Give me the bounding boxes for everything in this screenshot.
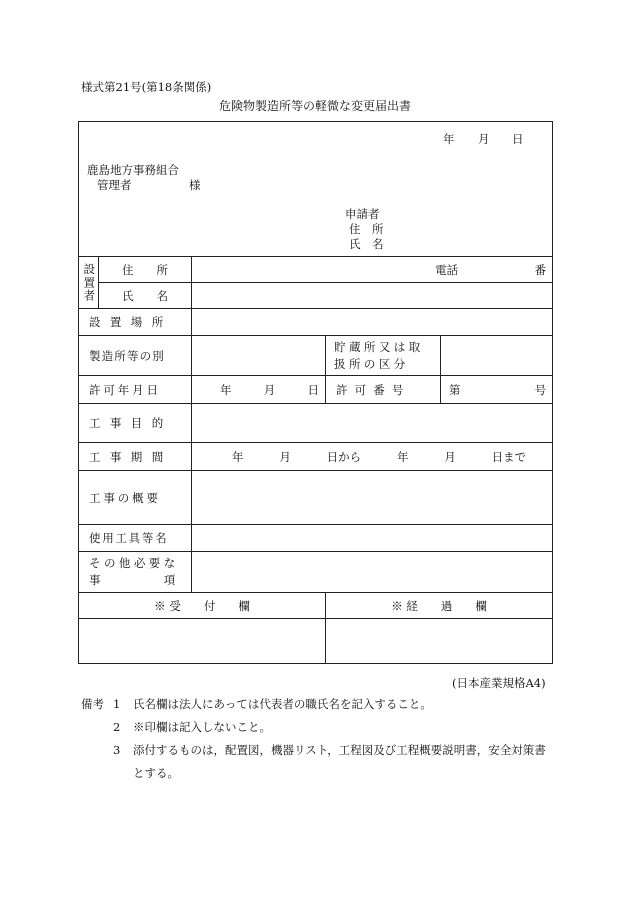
remark-item [81,762,546,785]
installer-address-label: 住 所 [99,257,192,283]
permit-date-month: 月 [263,382,276,397]
remark-text: 氏名欄は法人にあっては代表者の職氏名を記入すること。 [133,697,432,711]
remarks-section [81,693,546,785]
period-label: 工 事 期 間 [79,443,192,471]
other-label: その他必要な事 項 [79,552,192,593]
document-title: 危険物製造所等の軽微な変更届出書 [218,99,411,113]
addressee-honorific: 様 [189,178,201,192]
date-day: 日 [512,132,524,146]
permit-number-suffix: 号 [534,382,547,397]
installer-name-label: 氏 名 [99,283,192,309]
period-start-month: 月 [279,449,291,464]
remark-item [81,739,546,762]
permit-number-label: 許 可 番 号 [326,376,441,404]
permit-number-field[interactable] [441,376,553,404]
reception-field [79,619,326,664]
reception-label: ※ 受 付 欄 [79,593,326,619]
header-block [79,122,553,257]
other-field[interactable] [192,552,553,593]
storage-type-field[interactable] [441,336,553,376]
addressee-org: 鹿島地方事務組合 [87,163,179,177]
tools-label: 使用工具等名 [79,525,192,552]
permit-date-year: 年 [220,382,232,397]
phone-suffix: 番 [534,262,547,277]
remark-number: 2 [113,720,121,734]
period-end-day: 日まで [491,449,527,464]
purpose-label: 工 事 目 的 [79,404,192,443]
remark-number: 1 [113,697,121,711]
progress-field [326,619,553,664]
permit-number-prefix: 第 [449,382,461,397]
location-label: 設 置 場 所 [79,309,192,336]
location-field[interactable] [192,309,553,336]
period-start-year: 年 [232,449,244,464]
date-month: 月 [478,132,490,146]
period-start-day: 日から [326,449,362,464]
installer-group-label: 設置者 [79,257,99,309]
installer-name-field[interactable] [192,283,553,309]
notification-form-table [78,121,553,664]
remark-number [113,762,133,785]
remark-text: とする。 [133,766,179,780]
remark-item [81,716,546,739]
permit-date-field[interactable] [192,376,326,404]
installer-address-field[interactable] [192,257,553,283]
date-year: 年 [443,132,455,146]
period-end-month: 月 [444,449,456,464]
remark-text: ※印欄は記入しないこと。 [133,720,271,734]
remarks-label: 備考 [81,697,104,711]
facility-type-label: 製造所等の別 [79,336,192,376]
jis-size-note: (日本産業規格A4) [452,676,546,690]
remark-item [81,693,546,716]
permit-date-label: 許可年月日 [79,376,192,404]
tools-field[interactable] [192,525,553,552]
overview-label: 工事の概要 [79,471,192,525]
progress-label: ※ 経 過 欄 [326,593,553,619]
purpose-field[interactable] [192,404,553,443]
facility-type-field[interactable] [192,336,326,376]
overview-field[interactable] [192,471,553,525]
applicant-name-label: 氏 名 [349,237,384,251]
remark-number: 3 [113,743,121,757]
permit-date-day: 日 [307,382,319,397]
storage-type-label: 貯蔵所又は取扱所の区分 [326,336,441,376]
period-field[interactable] [192,443,553,471]
period-end-year: 年 [396,449,409,464]
applicant-address-label: 住 所 [349,222,384,236]
phone-label: 電話 [435,262,459,277]
form-number: 様式第21号(第18条関係) [81,80,212,94]
applicant-label: 申請者 [345,207,380,221]
remark-text: 添付するものは，配置図，機器リスト，工程図及び工程概要説明書，安全対策書 [133,743,546,757]
addressee-title: 管理者 [97,178,132,192]
